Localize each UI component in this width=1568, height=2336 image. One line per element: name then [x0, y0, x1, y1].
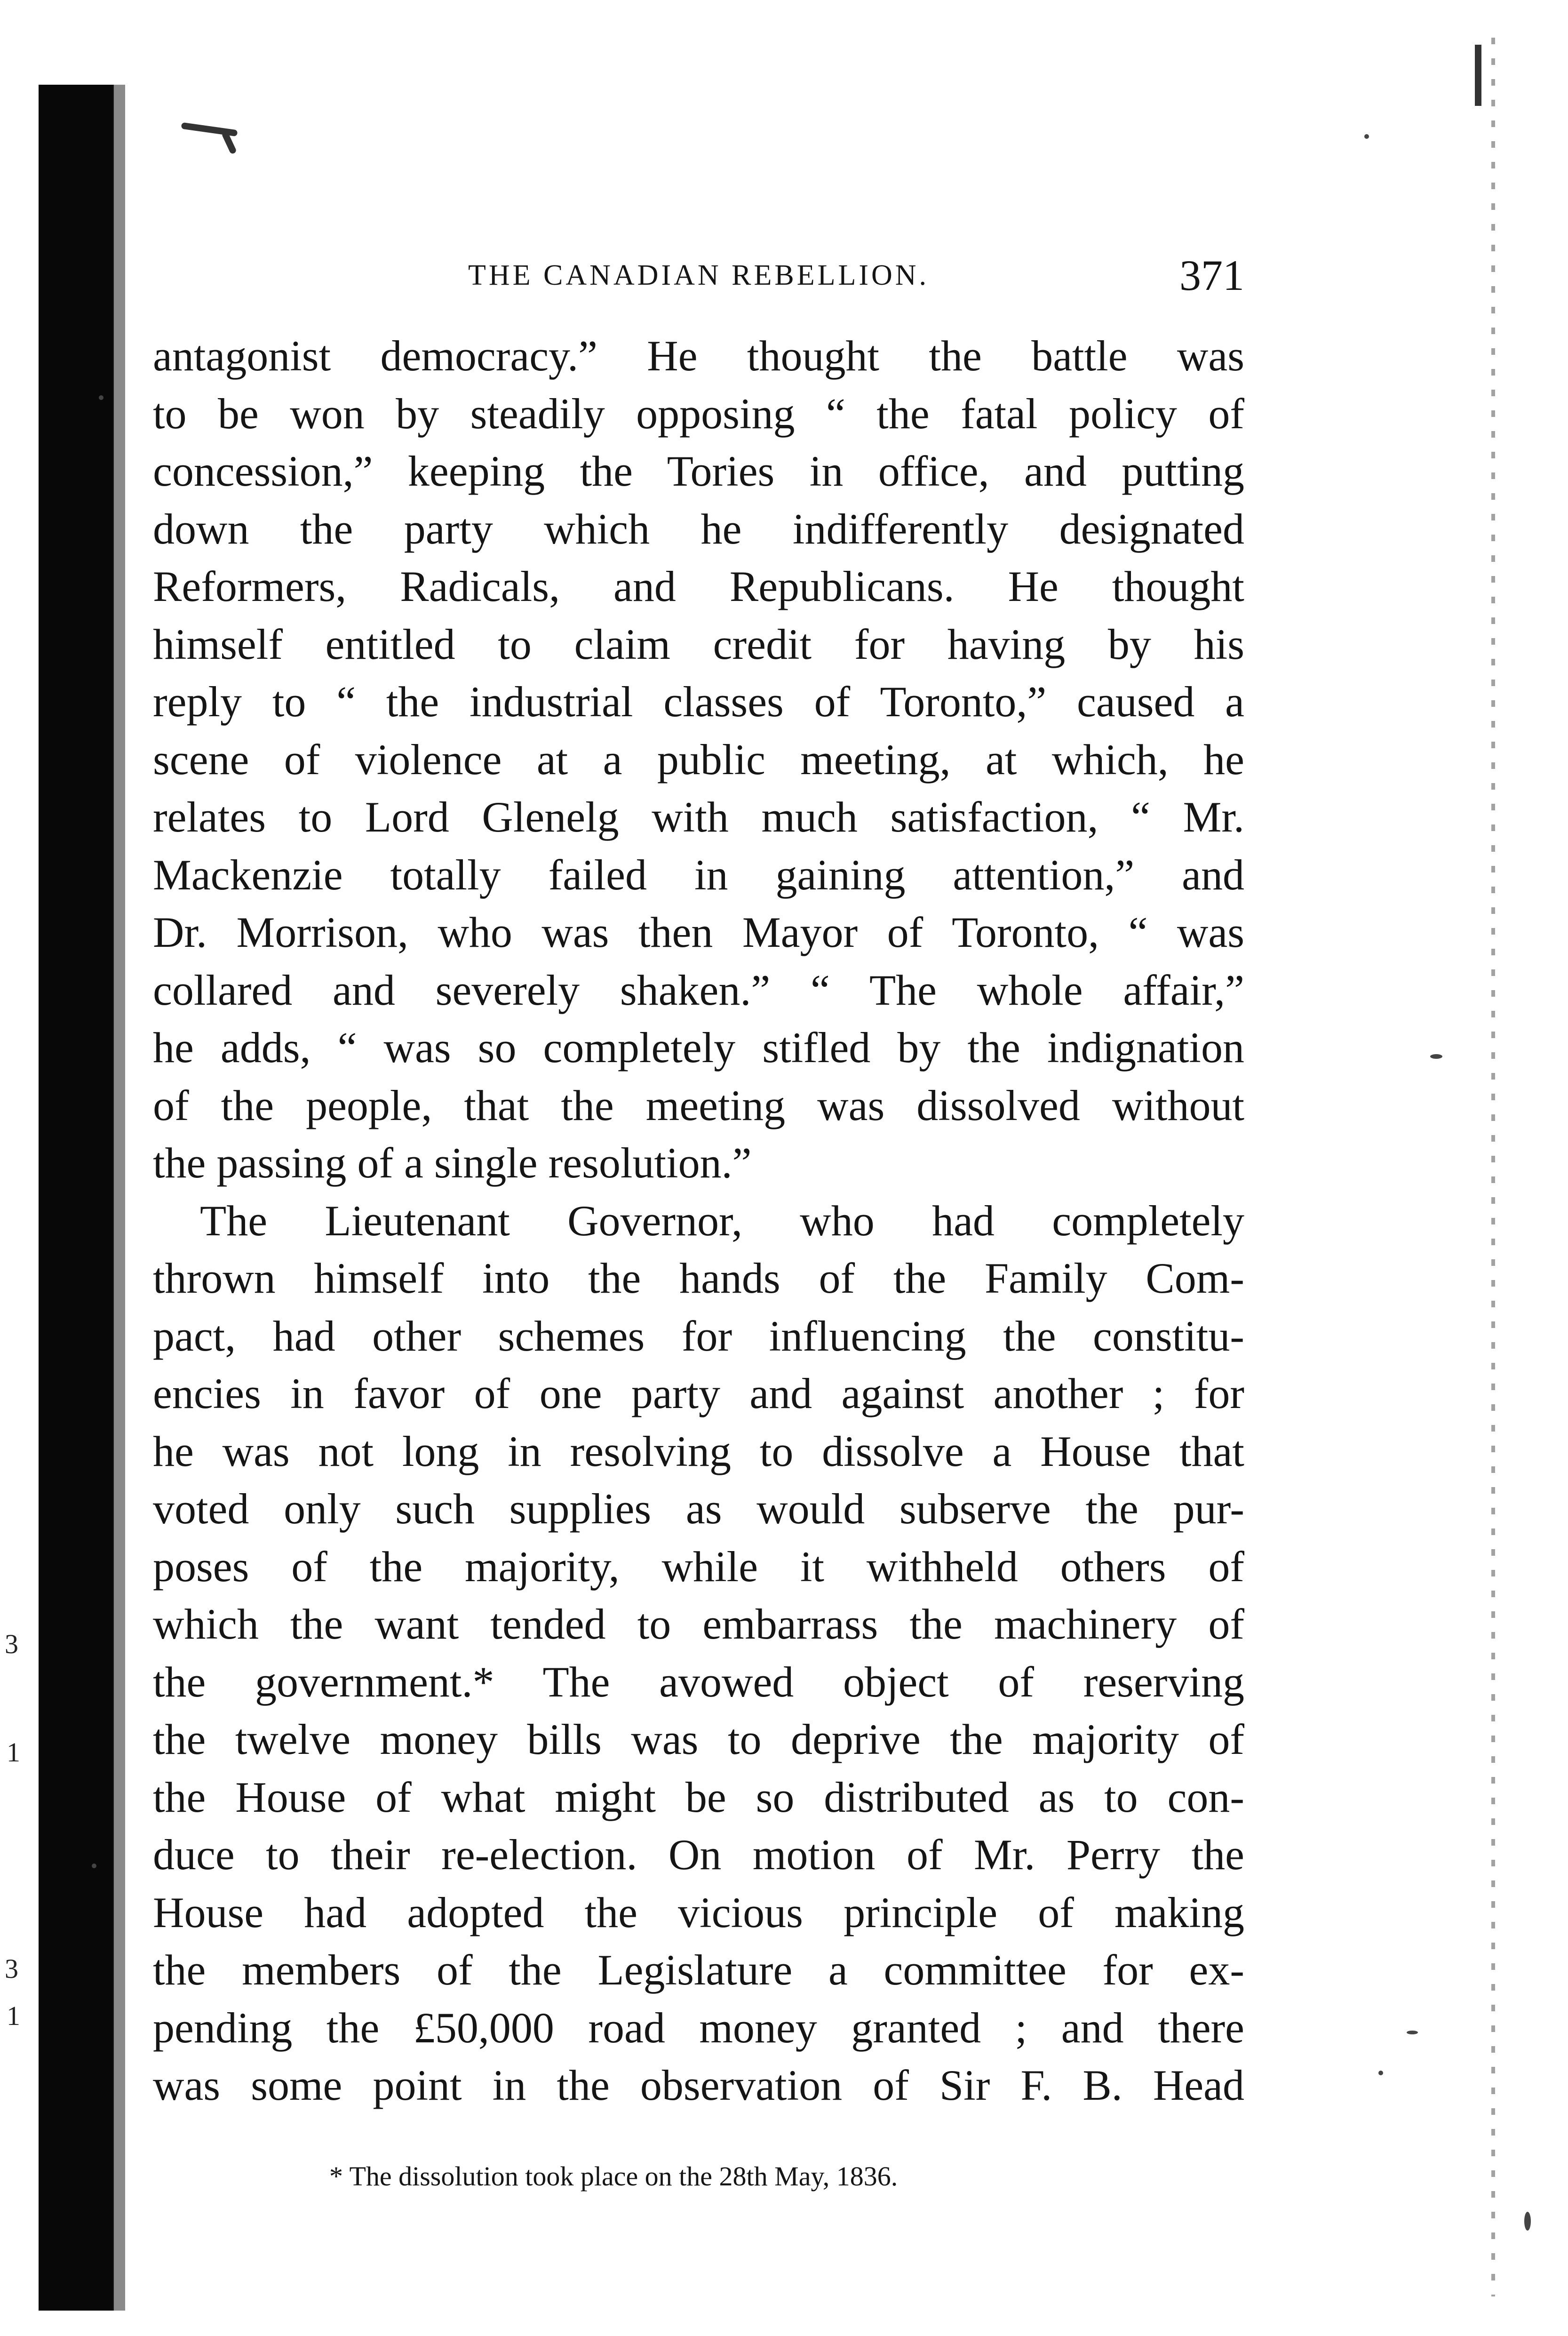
text-line: down the party which he indifferently designated — [153, 504, 1244, 553]
text-line: himself entitled to claim credit for having by his — [153, 620, 1244, 668]
text-line: to be won by steadily opposing “ the fatal policy of — [153, 389, 1244, 438]
text-line: which the want tended to embarrass the machinery of — [153, 1600, 1244, 1648]
speck — [1364, 134, 1369, 139]
speck — [1430, 1054, 1442, 1059]
running-title: THE CANADIAN REBELLION. — [468, 259, 930, 291]
speck — [1407, 2031, 1418, 2034]
margin-mark: 1 — [7, 2000, 20, 2031]
paragraph-2 — [153, 1192, 1244, 2114]
page-edge-right — [1491, 38, 1495, 2296]
body-text — [153, 327, 1244, 2114]
margin-mark: 3 — [5, 1629, 18, 1659]
text-line: Mackenzie totally failed in gaining attention,” and — [153, 850, 1244, 899]
binding-shadow — [39, 85, 114, 2311]
text-line: the passing of a single resolution.” — [153, 1139, 752, 1187]
text-line: duce to their re-election. On motion of Mr. Perry the — [153, 1831, 1244, 1879]
text-line: collared and severely shaken.” “ The whole affair,” — [153, 966, 1244, 1014]
text-line: voted only such supplies as would subserve the pur- — [153, 1485, 1244, 1533]
paragraph-1 — [153, 327, 1244, 1192]
text-line: he was not long in resolving to dissolve a House that — [153, 1427, 1244, 1475]
page-number: 371 — [1179, 251, 1244, 299]
speck — [1524, 2212, 1531, 2231]
text-line: he adds, “ was so completely stifled by the indignation — [153, 1024, 1244, 1072]
text-line: the government.* The avowed object of reserving — [153, 1657, 1244, 1706]
speck — [99, 395, 103, 400]
text-line: Reformers, Radicals, and Republicans. He thought — [153, 562, 1244, 610]
text-line: the twelve money bills was to deprive the majority of — [153, 1715, 1244, 1763]
text-line: antagonist democracy.” He thought the battle was — [153, 332, 1244, 380]
text-line: Dr. Morrison, who was then Mayor of Toronto, “ was — [153, 908, 1244, 956]
text-line: pending the £50,000 road money granted ; and there — [153, 2003, 1244, 2052]
text-line: The Lieutenant Governor, who had completely — [200, 1196, 1244, 1245]
speck — [92, 1864, 96, 1868]
speck — [1378, 2071, 1383, 2075]
page-header — [153, 245, 1244, 306]
footnote: * The dissolution took place on the 28th May, 1836. — [329, 2161, 898, 2192]
text-line: House had adopted the vicious principle of making — [153, 1888, 1244, 1936]
text-line: was some point in the observation of Sir F. B. Head — [153, 2061, 1244, 2109]
text-line: pact, had other schemes for influencing the constitu- — [153, 1312, 1244, 1360]
text-line: concession,” keeping the Tories in office, and putting — [153, 447, 1244, 495]
edge-mark — [1475, 45, 1481, 106]
text-line: reply to “ the industrial classes of Toronto,” caused a — [153, 678, 1244, 726]
pencil-mark — [181, 122, 238, 137]
text-line: the members of the Legislature a committee for ex- — [153, 1946, 1244, 1994]
margin-mark: 1 — [7, 1737, 20, 1768]
text-line: thrown himself into the hands of the Family Com- — [153, 1254, 1244, 1302]
text-line: the House of what might be so distributed as to con- — [153, 1773, 1244, 1821]
text-line: of the people, that the meeting was dissolved without — [153, 1081, 1244, 1129]
text-line: encies in favor of one party and against another ; for — [153, 1369, 1244, 1417]
binding-edge — [113, 85, 125, 2311]
text-line: poses of the majority, while it withheld others of — [153, 1542, 1244, 1591]
margin-mark: 3 — [5, 1953, 18, 1984]
text-line: relates to Lord Glenelg with much satisfaction, “ Mr. — [153, 793, 1244, 841]
text-line: scene of violence at a public meeting, at which, he — [153, 735, 1244, 784]
